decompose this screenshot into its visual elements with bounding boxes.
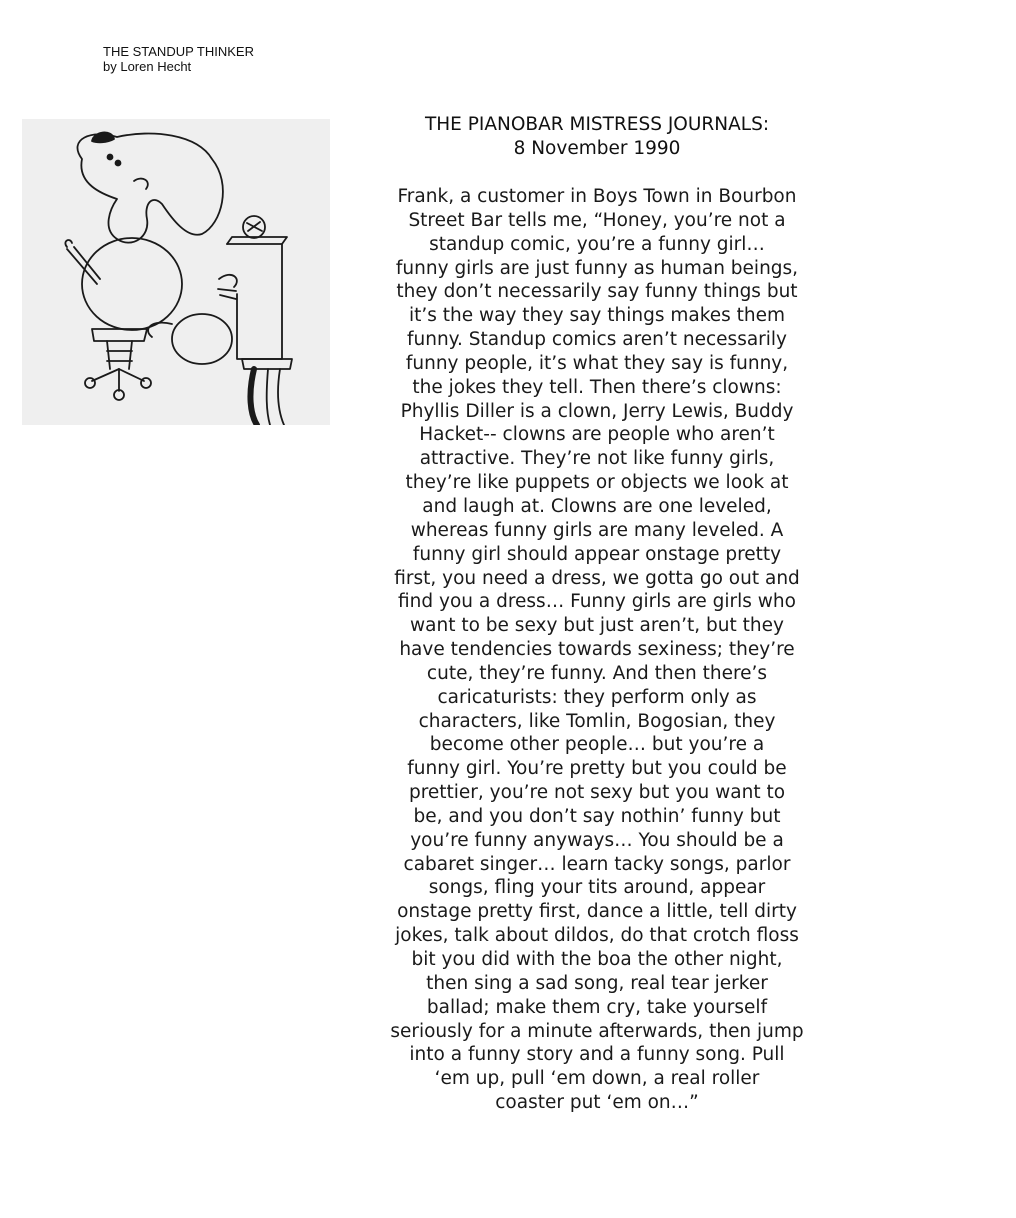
- cartoon-illustration: [22, 119, 330, 425]
- article-line: then sing a sad song, real tear jerker: [426, 972, 768, 994]
- article-line: funny girl. You’re pretty but you could be: [407, 758, 787, 780]
- article-line: they don’t necessarily say funny things but: [396, 281, 798, 303]
- article-line: funny. Standup comics aren’t necessarily: [406, 329, 788, 351]
- article-line: ‘em up, pull ‘em down, a real roller: [434, 1068, 760, 1090]
- article-line: jokes, talk about dildos, do that crotch floss: [395, 925, 799, 947]
- article-line: songs, fling your tits around, appear: [428, 877, 766, 899]
- article-line: Phyllis Diller is a clown, Jerry Lewis, Buddy: [400, 400, 794, 422]
- article-line: seriously for a minute afterwards, then jump: [390, 1020, 804, 1042]
- article-line: funny people, it’s what they say is funny,: [405, 352, 789, 374]
- article-line: coaster put ‘em on…”: [495, 1092, 699, 1114]
- article-line: caricaturists: they perform only as: [437, 686, 757, 708]
- article-line: first, you need a dress, we gotta go out and: [394, 567, 800, 589]
- article-line: Hacket-- clowns are people who aren’t: [419, 424, 775, 446]
- article-line: be, and you don’t say nothin’ funny but: [413, 805, 781, 827]
- article-line: and laugh at. Clowns are one leveled,: [422, 495, 772, 517]
- article-line: the jokes they tell. Then there’s clowns:: [412, 376, 782, 398]
- article-line: onstage pretty first, dance a little, tell dirty: [397, 901, 797, 923]
- article-line: into a funny story and a funny song. Pull: [409, 1044, 785, 1066]
- journal-article: [382, 113, 812, 1115]
- article-line: it’s the way they say things makes them: [408, 305, 786, 327]
- author-byline: by Loren Hecht: [103, 59, 192, 74]
- article-line: find you a dress… Funny girls are girls who: [398, 591, 796, 613]
- article-line: ballad; make them cry, take yourself: [426, 996, 768, 1018]
- article-line: funny girls are just funny as human beings,: [395, 257, 799, 279]
- article-line: want to be sexy but just aren’t, but they: [410, 615, 784, 637]
- article-line: funny girl should appear onstage pretty: [412, 543, 782, 565]
- article-line: Frank, a customer in Boys Town in Bourbon: [397, 186, 797, 207]
- article-line: prettier, you’re not sexy but you want to: [408, 782, 786, 804]
- column-title: THE STANDUP THINKER: [103, 44, 254, 59]
- article-title: THE PIANOBAR MISTRESS JOURNALS:: [424, 114, 770, 135]
- article-line: standup comic, you’re a funny girl…: [429, 233, 765, 255]
- article-line: you’re funny anyways… You should be a: [410, 829, 784, 851]
- article-line: have tendencies towards sexiness; they’re: [399, 639, 795, 661]
- article-line: bit you did with the boa the other night,: [411, 949, 783, 970]
- page-header: [103, 44, 254, 74]
- article-line: cute, they’re funny. And then there’s: [426, 662, 768, 684]
- article-line: cabaret singer… learn tacky songs, parlor: [403, 853, 791, 875]
- cartoon-drawing: [22, 119, 330, 425]
- article-line: whereas funny girls are many leveled. A: [410, 519, 784, 541]
- article-line: they’re like puppets or objects we look at: [405, 472, 789, 494]
- article-line: Street Bar tells me, “Honey, you’re not a: [408, 209, 786, 231]
- article-line: become other people… but you’re a: [429, 734, 765, 756]
- article-body: [382, 185, 812, 1115]
- article-date: 8 November 1990: [513, 138, 681, 159]
- article-line: characters, like Tomlin, Bogosian, they: [418, 710, 776, 732]
- article-line: attractive. They’re not like funny girls,: [419, 448, 775, 470]
